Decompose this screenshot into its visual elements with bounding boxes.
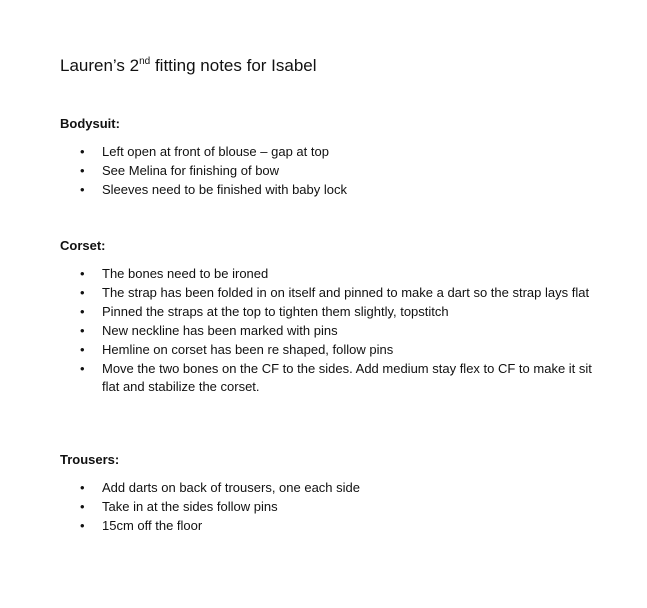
section-heading: Corset: [60,238,106,253]
list-item-text: Pinned the straps at the top to tighten them slightly, topstitch [102,304,449,319]
list-item-text: The bones need to be ironed [102,266,269,281]
list-item [60,162,600,180]
list-item [60,265,600,283]
section-heading: Trousers: [60,452,120,467]
list-item-text: Take in at the sides follow pins [102,499,278,514]
list-item [60,479,600,497]
bullet-list [60,143,600,199]
section-corset [60,238,600,397]
list-item-text: New neckline has been marked with pins [102,323,338,338]
list-item-text: Hemline on corset has been re shaped, follow pins [102,342,394,357]
list-item-text: See Melina for finishing of bow [102,163,280,178]
list-item [60,284,600,302]
list-item-text: Add darts on back of trousers, one each side [102,480,360,495]
list-item-text: 15cm off the floor [102,518,203,533]
bullet-icon: • [80,323,85,338]
bullet-icon: • [80,342,85,357]
bullet-icon: • [80,182,85,197]
bullet-icon: • [80,361,85,376]
list-item-text: Move the two bones on the CF to the sides. Add medium stay flex to CF to make it sit flat and stabilize the corset. [102,361,592,394]
bullet-icon: • [80,518,85,533]
bullet-list [60,479,600,535]
list-item [60,322,600,340]
list-item-text: Sleeves need to be finished with baby lock [102,182,347,197]
bullet-icon: • [80,480,85,495]
list-item [60,498,600,516]
list-item [60,143,600,161]
section-heading: Bodysuit: [60,116,120,131]
list-item [60,303,600,321]
page-title [60,55,317,77]
title-suffix: fitting notes for Isabel [150,56,317,75]
list-item-text: The strap has been folded in on itself and pinned to make a dart so the strap lays flat [102,285,590,300]
bullet-icon: • [80,285,85,300]
title-prefix: Lauren’s 2 [60,56,140,75]
bullet-icon: • [80,499,85,514]
section-bodysuit [60,116,600,200]
list-item [60,517,600,535]
bullet-icon: • [80,144,85,159]
list-item [60,360,600,396]
bullet-icon: • [80,266,85,281]
bullet-list [60,265,600,396]
bullet-icon: • [80,304,85,319]
title-superscript: nd [139,56,151,67]
bullet-icon: • [80,163,85,178]
section-trousers [60,452,600,536]
list-item [60,341,600,359]
list-item [60,181,600,199]
list-item-text: Left open at front of blouse – gap at top [102,144,329,159]
